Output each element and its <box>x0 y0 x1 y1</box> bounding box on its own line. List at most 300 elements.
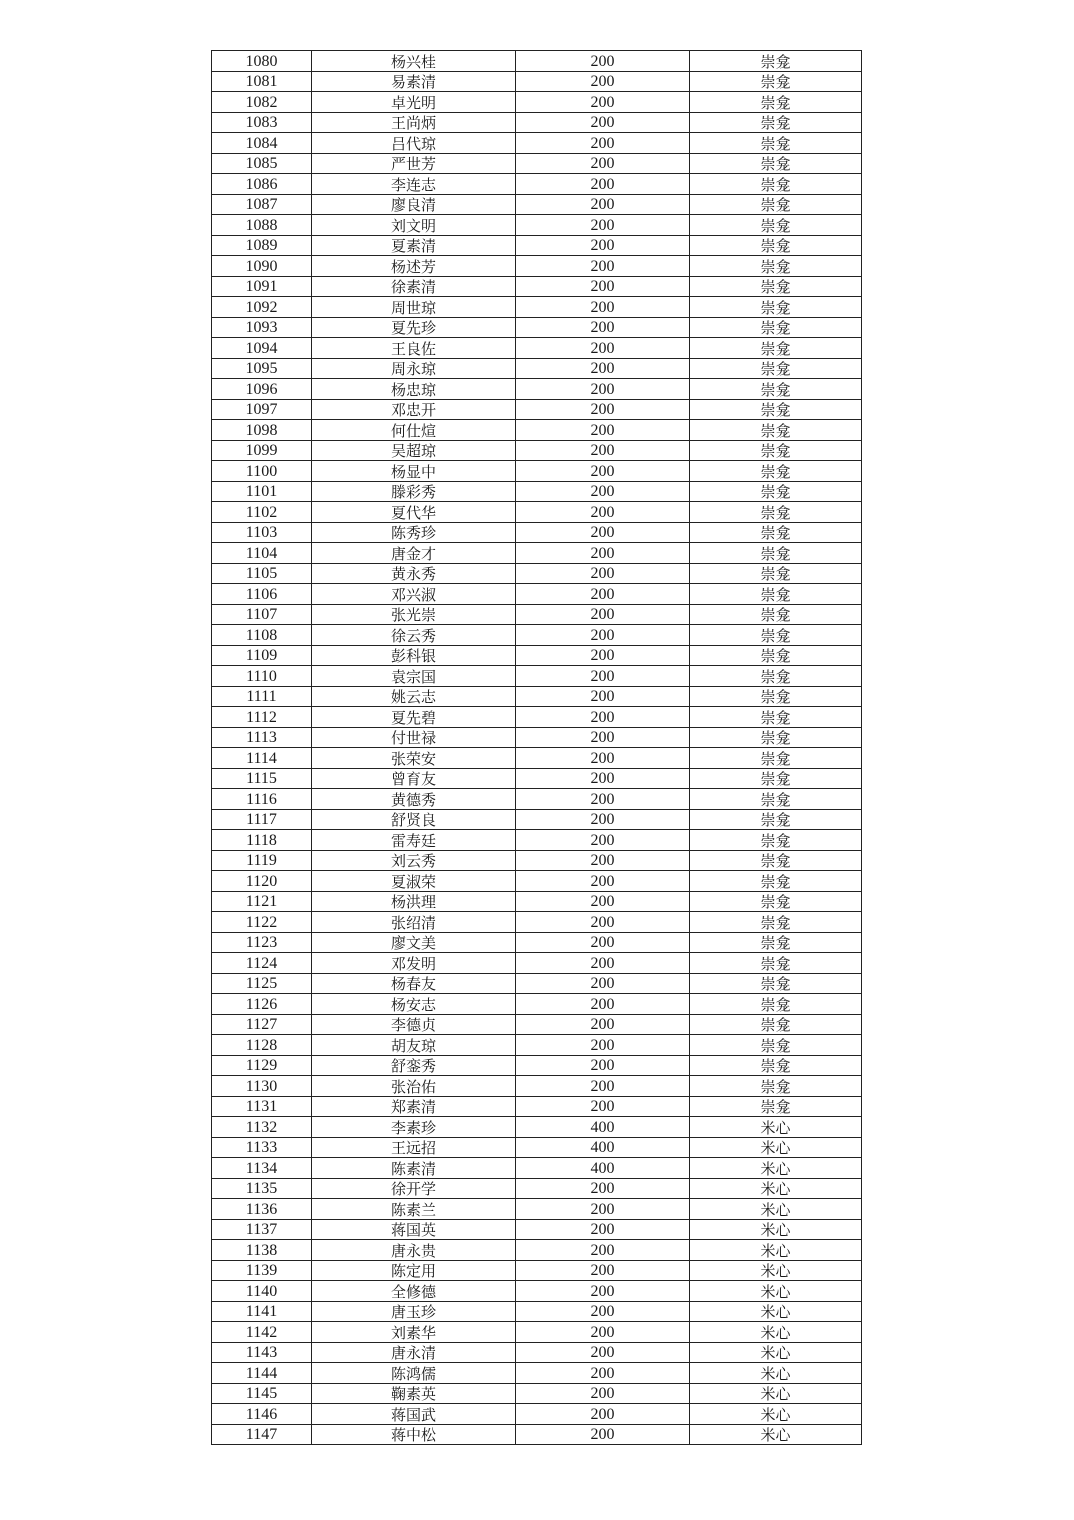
table-row <box>212 174 862 195</box>
location-cell: 崇龛 <box>690 953 862 974</box>
table-row <box>212 461 862 482</box>
row-number-cell: 1141 <box>212 1301 312 1322</box>
name-cell: 蒋国英 <box>312 1219 516 1240</box>
table-row <box>212 194 862 215</box>
amount-cell: 200 <box>516 932 690 953</box>
name-cell: 杨洪理 <box>312 891 516 912</box>
name-cell: 徐开学 <box>312 1178 516 1199</box>
name-cell: 黄永秀 <box>312 563 516 584</box>
row-number-cell: 1126 <box>212 994 312 1015</box>
amount-cell: 200 <box>516 297 690 318</box>
row-number-cell: 1101 <box>212 481 312 502</box>
name-cell: 彭科银 <box>312 645 516 666</box>
row-number-cell: 1085 <box>212 153 312 174</box>
location-cell: 崇龛 <box>690 338 862 359</box>
name-cell: 杨春友 <box>312 973 516 994</box>
table-row <box>212 1240 862 1261</box>
table-row <box>212 276 862 297</box>
row-number-cell: 1080 <box>212 51 312 72</box>
row-number-cell: 1082 <box>212 92 312 113</box>
row-number-cell: 1113 <box>212 727 312 748</box>
table-row <box>212 317 862 338</box>
row-number-cell: 1142 <box>212 1322 312 1343</box>
location-cell: 崇龛 <box>690 1055 862 1076</box>
row-number-cell: 1134 <box>212 1158 312 1179</box>
row-number-cell: 1100 <box>212 461 312 482</box>
location-cell: 崇龛 <box>690 666 862 687</box>
row-number-cell: 1109 <box>212 645 312 666</box>
name-cell: 卓光明 <box>312 92 516 113</box>
row-number-cell: 1086 <box>212 174 312 195</box>
amount-cell: 200 <box>516 686 690 707</box>
table-row <box>212 1260 862 1281</box>
row-number-cell: 1138 <box>212 1240 312 1261</box>
row-number-cell: 1128 <box>212 1035 312 1056</box>
location-cell: 崇龛 <box>690 584 862 605</box>
table-row <box>212 748 862 769</box>
amount-cell: 200 <box>516 543 690 564</box>
table-row <box>212 71 862 92</box>
amount-cell: 200 <box>516 358 690 379</box>
roster-table <box>211 50 862 1445</box>
table-row <box>212 850 862 871</box>
row-number-cell: 1108 <box>212 625 312 646</box>
location-cell: 崇龛 <box>690 850 862 871</box>
amount-cell: 200 <box>516 399 690 420</box>
location-cell: 崇龛 <box>690 891 862 912</box>
amount-cell: 200 <box>516 338 690 359</box>
name-cell: 夏代华 <box>312 502 516 523</box>
row-number-cell: 1146 <box>212 1404 312 1425</box>
name-cell: 邓忠开 <box>312 399 516 420</box>
amount-cell: 200 <box>516 153 690 174</box>
table-row <box>212 1055 862 1076</box>
name-cell: 蒋国武 <box>312 1404 516 1425</box>
location-cell: 崇龛 <box>690 112 862 133</box>
row-number-cell: 1115 <box>212 768 312 789</box>
amount-cell: 200 <box>516 666 690 687</box>
location-cell: 崇龛 <box>690 543 862 564</box>
name-cell: 严世芳 <box>312 153 516 174</box>
name-cell: 陈素清 <box>312 1158 516 1179</box>
amount-cell: 200 <box>516 953 690 974</box>
row-number-cell: 1140 <box>212 1281 312 1302</box>
row-number-cell: 1088 <box>212 215 312 236</box>
name-cell: 王良佐 <box>312 338 516 359</box>
amount-cell: 200 <box>516 707 690 728</box>
location-cell: 崇龛 <box>690 317 862 338</box>
name-cell: 张荣安 <box>312 748 516 769</box>
row-number-cell: 1083 <box>212 112 312 133</box>
row-number-cell: 1092 <box>212 297 312 318</box>
amount-cell: 200 <box>516 420 690 441</box>
name-cell: 徐云秀 <box>312 625 516 646</box>
location-cell: 崇龛 <box>690 297 862 318</box>
location-cell: 米心 <box>690 1137 862 1158</box>
row-number-cell: 1112 <box>212 707 312 728</box>
row-number-cell: 1098 <box>212 420 312 441</box>
name-cell: 唐永贵 <box>312 1240 516 1261</box>
amount-cell: 200 <box>516 727 690 748</box>
location-cell: 米心 <box>690 1424 862 1445</box>
table-row <box>212 953 862 974</box>
amount-cell: 200 <box>516 1055 690 1076</box>
amount-cell: 200 <box>516 502 690 523</box>
row-number-cell: 1081 <box>212 71 312 92</box>
amount-cell: 200 <box>516 1363 690 1384</box>
row-number-cell: 1089 <box>212 235 312 256</box>
location-cell: 崇龛 <box>690 522 862 543</box>
table-row <box>212 1014 862 1035</box>
table-row <box>212 1096 862 1117</box>
location-cell: 崇龛 <box>690 440 862 461</box>
amount-cell: 200 <box>516 830 690 851</box>
table-row <box>212 789 862 810</box>
amount-cell: 200 <box>516 379 690 400</box>
amount-cell: 200 <box>516 789 690 810</box>
name-cell: 胡友琼 <box>312 1035 516 1056</box>
location-cell: 米心 <box>690 1199 862 1220</box>
location-cell: 米心 <box>690 1281 862 1302</box>
name-cell: 全修德 <box>312 1281 516 1302</box>
name-cell: 夏先碧 <box>312 707 516 728</box>
location-cell: 米心 <box>690 1383 862 1404</box>
name-cell: 廖文美 <box>312 932 516 953</box>
amount-cell: 200 <box>516 604 690 625</box>
amount-cell: 200 <box>516 1424 690 1445</box>
table-row <box>212 973 862 994</box>
amount-cell: 200 <box>516 645 690 666</box>
amount-cell: 200 <box>516 563 690 584</box>
name-cell: 曾育友 <box>312 768 516 789</box>
name-cell: 邓发明 <box>312 953 516 974</box>
location-cell: 崇龛 <box>690 748 862 769</box>
table-row <box>212 379 862 400</box>
amount-cell: 200 <box>516 850 690 871</box>
amount-cell: 200 <box>516 481 690 502</box>
amount-cell: 400 <box>516 1158 690 1179</box>
amount-cell: 200 <box>516 891 690 912</box>
name-cell: 周永琼 <box>312 358 516 379</box>
name-cell: 陈素兰 <box>312 1199 516 1220</box>
location-cell: 崇龛 <box>690 604 862 625</box>
name-cell: 舒贤良 <box>312 809 516 830</box>
table-row <box>212 440 862 461</box>
amount-cell: 200 <box>516 522 690 543</box>
name-cell: 陈鸿儒 <box>312 1363 516 1384</box>
name-cell: 付世禄 <box>312 727 516 748</box>
amount-cell: 200 <box>516 1199 690 1220</box>
table-row <box>212 1281 862 1302</box>
row-number-cell: 1093 <box>212 317 312 338</box>
name-cell: 夏素清 <box>312 235 516 256</box>
amount-cell: 200 <box>516 1342 690 1363</box>
location-cell: 崇龛 <box>690 92 862 113</box>
location-cell: 崇龛 <box>690 1076 862 1097</box>
amount-cell: 200 <box>516 51 690 72</box>
amount-cell: 200 <box>516 215 690 236</box>
table-row <box>212 1322 862 1343</box>
amount-cell: 200 <box>516 256 690 277</box>
table-row <box>212 133 862 154</box>
row-number-cell: 1132 <box>212 1117 312 1138</box>
row-number-cell: 1145 <box>212 1383 312 1404</box>
row-number-cell: 1106 <box>212 584 312 605</box>
name-cell: 舒銮秀 <box>312 1055 516 1076</box>
location-cell: 崇龛 <box>690 563 862 584</box>
name-cell: 刘素华 <box>312 1322 516 1343</box>
table-row <box>212 420 862 441</box>
name-cell: 张绍清 <box>312 912 516 933</box>
row-number-cell: 1119 <box>212 850 312 871</box>
amount-cell: 200 <box>516 235 690 256</box>
table-row <box>212 830 862 851</box>
amount-cell: 200 <box>516 1178 690 1199</box>
row-number-cell: 1110 <box>212 666 312 687</box>
location-cell: 米心 <box>690 1260 862 1281</box>
location-cell: 崇龛 <box>690 174 862 195</box>
location-cell: 崇龛 <box>690 481 862 502</box>
name-cell: 杨显中 <box>312 461 516 482</box>
table-row <box>212 1404 862 1425</box>
amount-cell: 200 <box>516 1281 690 1302</box>
roster-table-body <box>212 51 862 1445</box>
name-cell: 杨忠琼 <box>312 379 516 400</box>
location-cell: 崇龛 <box>690 727 862 748</box>
name-cell: 张治佑 <box>312 1076 516 1097</box>
table-row <box>212 215 862 236</box>
table-row <box>212 338 862 359</box>
table-row <box>212 563 862 584</box>
row-number-cell: 1147 <box>212 1424 312 1445</box>
location-cell: 米心 <box>690 1342 862 1363</box>
row-number-cell: 1107 <box>212 604 312 625</box>
name-cell: 吴超琼 <box>312 440 516 461</box>
row-number-cell: 1096 <box>212 379 312 400</box>
name-cell: 唐永清 <box>312 1342 516 1363</box>
row-number-cell: 1133 <box>212 1137 312 1158</box>
table-row <box>212 358 862 379</box>
row-number-cell: 1116 <box>212 789 312 810</box>
table-row <box>212 399 862 420</box>
amount-cell: 200 <box>516 1219 690 1240</box>
name-cell: 袁宗国 <box>312 666 516 687</box>
location-cell: 米心 <box>690 1322 862 1343</box>
location-cell: 米心 <box>690 1363 862 1384</box>
name-cell: 雷寿廷 <box>312 830 516 851</box>
location-cell: 崇龛 <box>690 707 862 728</box>
amount-cell: 200 <box>516 809 690 830</box>
location-cell: 崇龛 <box>690 912 862 933</box>
row-number-cell: 1084 <box>212 133 312 154</box>
row-number-cell: 1122 <box>212 912 312 933</box>
location-cell: 米心 <box>690 1158 862 1179</box>
table-row <box>212 1301 862 1322</box>
table-row <box>212 481 862 502</box>
table-row <box>212 584 862 605</box>
table-row <box>212 1424 862 1445</box>
row-number-cell: 1117 <box>212 809 312 830</box>
name-cell: 王尚炳 <box>312 112 516 133</box>
table-row <box>212 1035 862 1056</box>
row-number-cell: 1125 <box>212 973 312 994</box>
amount-cell: 200 <box>516 871 690 892</box>
amount-cell: 200 <box>516 112 690 133</box>
table-row <box>212 522 862 543</box>
row-number-cell: 1123 <box>212 932 312 953</box>
name-cell: 陈定用 <box>312 1260 516 1281</box>
amount-cell: 200 <box>516 1035 690 1056</box>
amount-cell: 400 <box>516 1137 690 1158</box>
table-row <box>212 112 862 133</box>
location-cell: 米心 <box>690 1117 862 1138</box>
table-row <box>212 1076 862 1097</box>
location-cell: 崇龛 <box>690 256 862 277</box>
name-cell: 夏先珍 <box>312 317 516 338</box>
amount-cell: 200 <box>516 625 690 646</box>
table-row <box>212 297 862 318</box>
location-cell: 崇龛 <box>690 235 862 256</box>
name-cell: 易素清 <box>312 71 516 92</box>
table-row <box>212 912 862 933</box>
row-number-cell: 1102 <box>212 502 312 523</box>
table-row <box>212 1219 862 1240</box>
location-cell: 崇龛 <box>690 1035 862 1056</box>
table-row <box>212 1199 862 1220</box>
table-row <box>212 1363 862 1384</box>
table-row <box>212 1137 862 1158</box>
location-cell: 崇龛 <box>690 645 862 666</box>
name-cell: 廖良清 <box>312 194 516 215</box>
row-number-cell: 1118 <box>212 830 312 851</box>
row-number-cell: 1097 <box>212 399 312 420</box>
row-number-cell: 1105 <box>212 563 312 584</box>
name-cell: 杨述芳 <box>312 256 516 277</box>
location-cell: 崇龛 <box>690 1096 862 1117</box>
amount-cell: 200 <box>516 1301 690 1322</box>
location-cell: 崇龛 <box>690 461 862 482</box>
amount-cell: 200 <box>516 1260 690 1281</box>
row-number-cell: 1144 <box>212 1363 312 1384</box>
table-row <box>212 604 862 625</box>
name-cell: 陈秀珍 <box>312 522 516 543</box>
amount-cell: 200 <box>516 748 690 769</box>
name-cell: 郑素清 <box>312 1096 516 1117</box>
amount-cell: 200 <box>516 973 690 994</box>
row-number-cell: 1099 <box>212 440 312 461</box>
table-row <box>212 256 862 277</box>
location-cell: 米心 <box>690 1178 862 1199</box>
location-cell: 米心 <box>690 1404 862 1425</box>
amount-cell: 400 <box>516 1117 690 1138</box>
table-row <box>212 871 862 892</box>
amount-cell: 200 <box>516 1240 690 1261</box>
amount-cell: 200 <box>516 1383 690 1404</box>
name-cell: 李连志 <box>312 174 516 195</box>
location-cell: 米心 <box>690 1219 862 1240</box>
table-row <box>212 686 862 707</box>
table-row <box>212 51 862 72</box>
amount-cell: 200 <box>516 71 690 92</box>
row-number-cell: 1130 <box>212 1076 312 1097</box>
name-cell: 姚云志 <box>312 686 516 707</box>
name-cell: 李素珍 <box>312 1117 516 1138</box>
name-cell: 张光崇 <box>312 604 516 625</box>
amount-cell: 200 <box>516 174 690 195</box>
location-cell: 崇龛 <box>690 625 862 646</box>
amount-cell: 200 <box>516 194 690 215</box>
table-row <box>212 625 862 646</box>
table-row <box>212 932 862 953</box>
table-row <box>212 543 862 564</box>
table-row <box>212 994 862 1015</box>
name-cell: 杨安志 <box>312 994 516 1015</box>
location-cell: 崇龛 <box>690 994 862 1015</box>
row-number-cell: 1137 <box>212 1219 312 1240</box>
location-cell: 崇龛 <box>690 133 862 154</box>
location-cell: 米心 <box>690 1301 862 1322</box>
location-cell: 崇龛 <box>690 502 862 523</box>
table-row <box>212 768 862 789</box>
location-cell: 崇龛 <box>690 932 862 953</box>
name-cell: 蒋中松 <box>312 1424 516 1445</box>
row-number-cell: 1124 <box>212 953 312 974</box>
location-cell: 崇龛 <box>690 358 862 379</box>
name-cell: 唐玉珍 <box>312 1301 516 1322</box>
location-cell: 崇龛 <box>690 686 862 707</box>
amount-cell: 200 <box>516 1076 690 1097</box>
row-number-cell: 1139 <box>212 1260 312 1281</box>
row-number-cell: 1135 <box>212 1178 312 1199</box>
amount-cell: 200 <box>516 1096 690 1117</box>
name-cell: 黄德秀 <box>312 789 516 810</box>
amount-cell: 200 <box>516 92 690 113</box>
name-cell: 何仕煊 <box>312 420 516 441</box>
name-cell: 夏淑荣 <box>312 871 516 892</box>
row-number-cell: 1121 <box>212 891 312 912</box>
row-number-cell: 1090 <box>212 256 312 277</box>
amount-cell: 200 <box>516 768 690 789</box>
row-number-cell: 1136 <box>212 1199 312 1220</box>
table-row <box>212 1383 862 1404</box>
table-row <box>212 1342 862 1363</box>
row-number-cell: 1095 <box>212 358 312 379</box>
amount-cell: 200 <box>516 440 690 461</box>
row-number-cell: 1143 <box>212 1342 312 1363</box>
name-cell: 周世琼 <box>312 297 516 318</box>
name-cell: 吕代琼 <box>312 133 516 154</box>
name-cell: 李德贞 <box>312 1014 516 1035</box>
row-number-cell: 1087 <box>212 194 312 215</box>
name-cell: 刘文明 <box>312 215 516 236</box>
amount-cell: 200 <box>516 584 690 605</box>
location-cell: 崇龛 <box>690 276 862 297</box>
row-number-cell: 1091 <box>212 276 312 297</box>
location-cell: 崇龛 <box>690 71 862 92</box>
name-cell: 唐金才 <box>312 543 516 564</box>
table-row <box>212 727 862 748</box>
row-number-cell: 1111 <box>212 686 312 707</box>
name-cell: 王远招 <box>312 1137 516 1158</box>
amount-cell: 200 <box>516 276 690 297</box>
location-cell: 崇龛 <box>690 379 862 400</box>
location-cell: 崇龛 <box>690 973 862 994</box>
table-row <box>212 666 862 687</box>
name-cell: 邓兴淑 <box>312 584 516 605</box>
amount-cell: 200 <box>516 1014 690 1035</box>
row-number-cell: 1104 <box>212 543 312 564</box>
table-row <box>212 502 862 523</box>
